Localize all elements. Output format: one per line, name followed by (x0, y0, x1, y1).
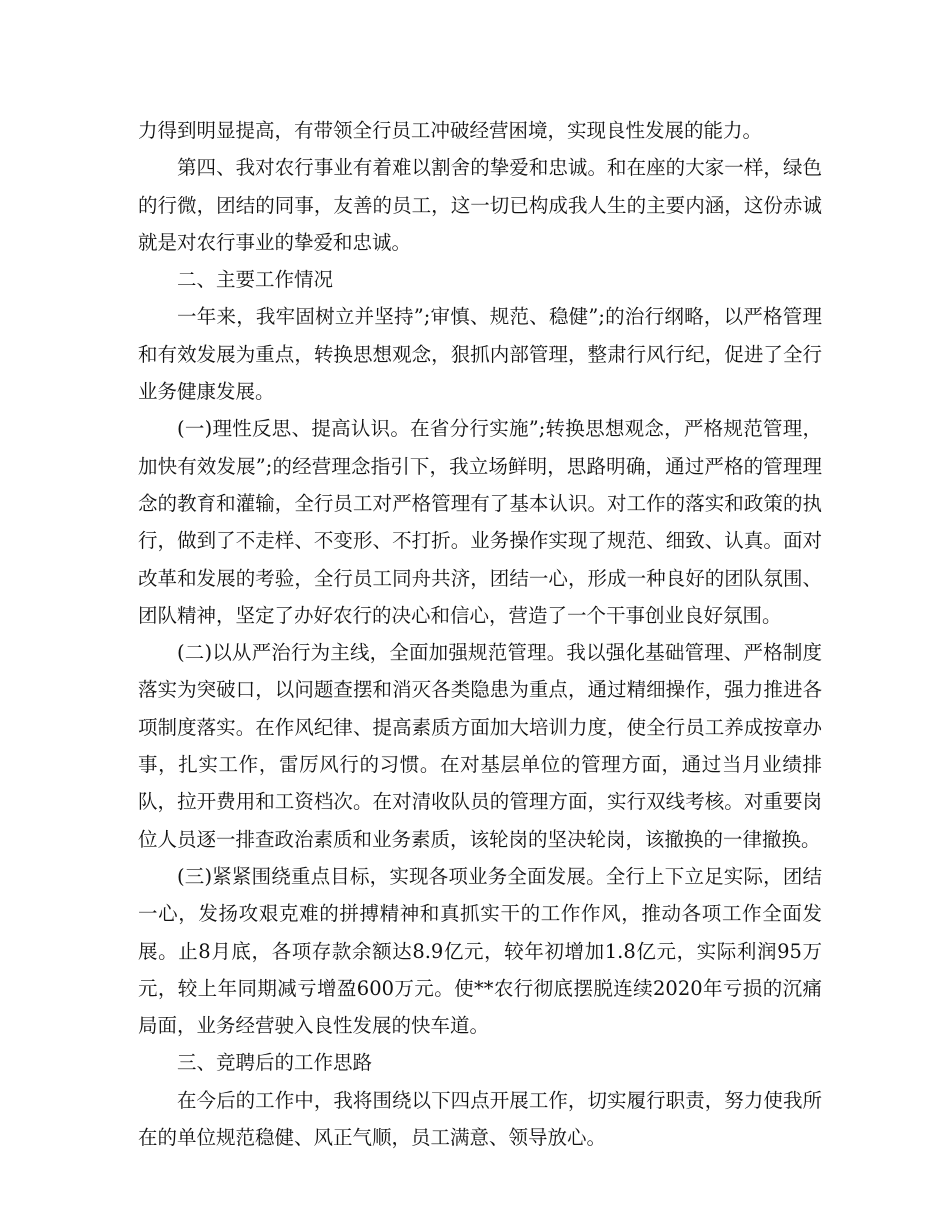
paragraph-fourth-point: 第四、我对农行事业有着难以割舍的挚爱和忠诚。和在座的大家一样，绿色的行微，团结的同事，友善的员工，这一切已构成我人生的主要内涵，这份赤诚就是对农行事业的挚爱和忠诚。 (138, 156, 822, 254)
paragraph-year-summary: 一年来，我牢固树立并坚持”;审慎、规范、稳健”;的治行纲略，以严格管理和有效发展为重点，转换思想观念，狠抓内部管理，整肃行风行纪，促进了全行业务健康发展。 (138, 305, 822, 404)
paragraph-future-work: 在今后的工作中，我将围绕以下四点开展工作，切实履行职责，努力使我所在的单位规范稳健、风正气顺，员工满意、领导放心。 (138, 1088, 822, 1150)
section-heading-main-work: 二、主要工作情况 (177, 268, 334, 292)
paragraph-item-two: (二)以从严治行为主线，全面加强规范管理。我以强化基础管理、严格制度落实为突破口，以问题查摆和消灭各类隐患为重点，通过精细操作，强力推进各项制度落实。在作风纪律、提高素质方面加大培训力度，使全行员工养成按章办事，扎实工作，雷厉风行的习惯。在对基层单位的管理方面，通过当月业绩排队，拉开费用和工资档次。在对清收队员的管理方面，实行双线考核。对重要岗位人员逐一排查政治素质和业务素质，该轮岗的坚决轮岗，该撤换的一律撤换。 (138, 641, 822, 851)
paragraph-continuation: 力得到明显提高，有带领全行员工冲破经营困境，实现良性发展的能力。 (138, 119, 763, 142)
paragraph-item-one: (一)理性反思、提高认识。在省分行实施”;转换思想观念，严格规范管理，加快有效发展”;的经营理念指引下，我立场鲜明，思路明确，通过严格的管理理念的教育和灌输，全行员工对严格管理有了基本认识。对工作的落实和政策的执行，做到了不走样、不变形、不打折。业务操作实现了规范、细致、认真。面对改革和发展的考验，全行员工同舟共济，团结一心，形成一种良好的团队氛围、团队精神，坚定了办好农行的决心和信心，营造了一个干事创业良好氛围。 (138, 417, 822, 627)
section-heading-work-plan: 三、竞聘后的工作思路 (177, 1051, 373, 1075)
document-page (138, 112, 822, 1156)
paragraph-item-three: (三)紧紧围绕重点目标，实现各项业务全面发展。全行上下立足实际，团结一心，发扬攻艰克难的拼搏精神和真抓实干的工作作风，推动各项工作全面发展。止8月底，各项存款余额达8.9亿元，较年初增加1.8亿元，实际利润95万元，较上年同期减亏增盈600万元。使**农行彻底摆脱连续2020年亏损的沉痛局面，业务经营驶入良性发展的快车道。 (138, 864, 822, 1038)
